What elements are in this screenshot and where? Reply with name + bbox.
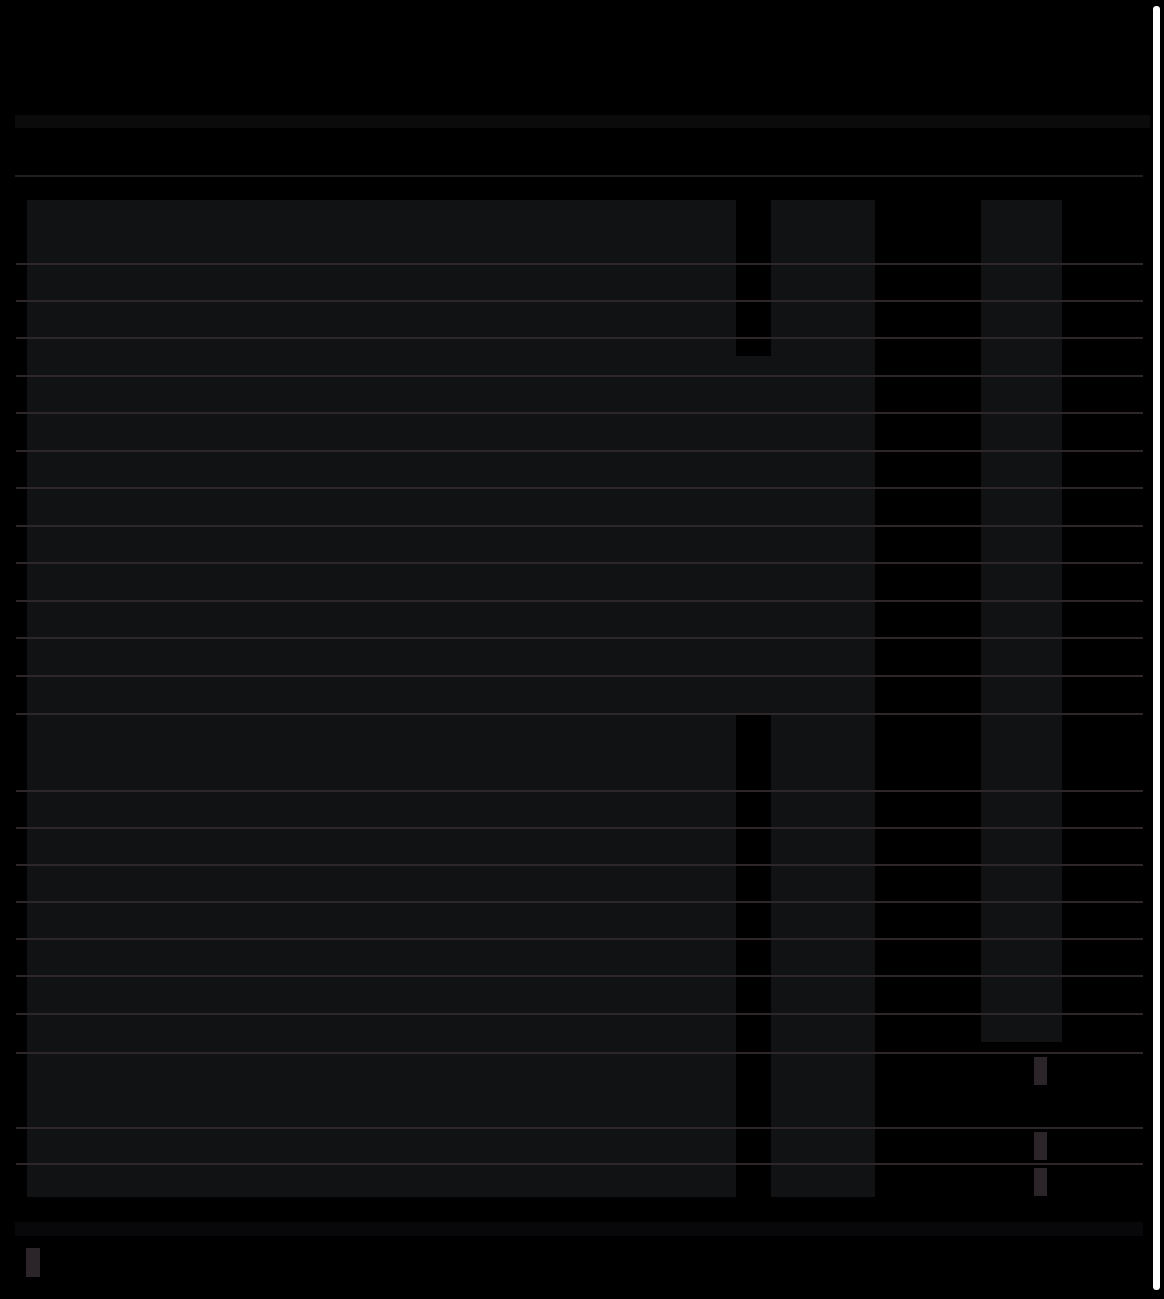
- table-row-divider: [16, 337, 1143, 339]
- section-divider: [15, 175, 1143, 177]
- table-cell-block-column-bridge: [736, 356, 771, 713]
- table-row-divider: [16, 300, 1143, 302]
- table-row-divider: [16, 827, 1143, 829]
- table-row-divider: [16, 1163, 1143, 1165]
- scrollbar-thumb[interactable]: [1153, 6, 1160, 1290]
- table-row-divider: [16, 938, 1143, 940]
- table-row-divider: [16, 450, 1143, 452]
- page-header-band: [15, 115, 1150, 128]
- table-row-divider: [16, 864, 1143, 866]
- table-row-divider: [16, 562, 1143, 564]
- table-row-divider: [16, 975, 1143, 977]
- table-row-divider: [16, 1013, 1143, 1015]
- table-cell-block-column-group-left: [27, 200, 736, 1197]
- table-row-divider: [16, 375, 1143, 377]
- table-row-divider: [16, 263, 1143, 265]
- table-cell-marker: [1034, 1057, 1047, 1085]
- table-cell-block-column-right: [981, 200, 1062, 1042]
- table-cell-marker: [1034, 1132, 1047, 1160]
- table-row-divider: [16, 637, 1143, 639]
- table-row-divider: [16, 713, 1143, 715]
- table-row-divider: [16, 790, 1143, 792]
- table-row-divider: [16, 525, 1143, 527]
- table-row-divider: [16, 600, 1143, 602]
- table-row-divider: [16, 1127, 1143, 1129]
- table-row-divider: [16, 487, 1143, 489]
- table-cell-marker: [1034, 1168, 1047, 1196]
- table-row-divider: [16, 412, 1143, 414]
- table-row-divider: [16, 1052, 1143, 1054]
- footer-band: [15, 1222, 1143, 1236]
- legend-swatch: [26, 1248, 40, 1277]
- table-row-divider: [16, 675, 1143, 677]
- table-cell-block-column-mid: [771, 200, 875, 1197]
- table-row-divider: [16, 901, 1143, 903]
